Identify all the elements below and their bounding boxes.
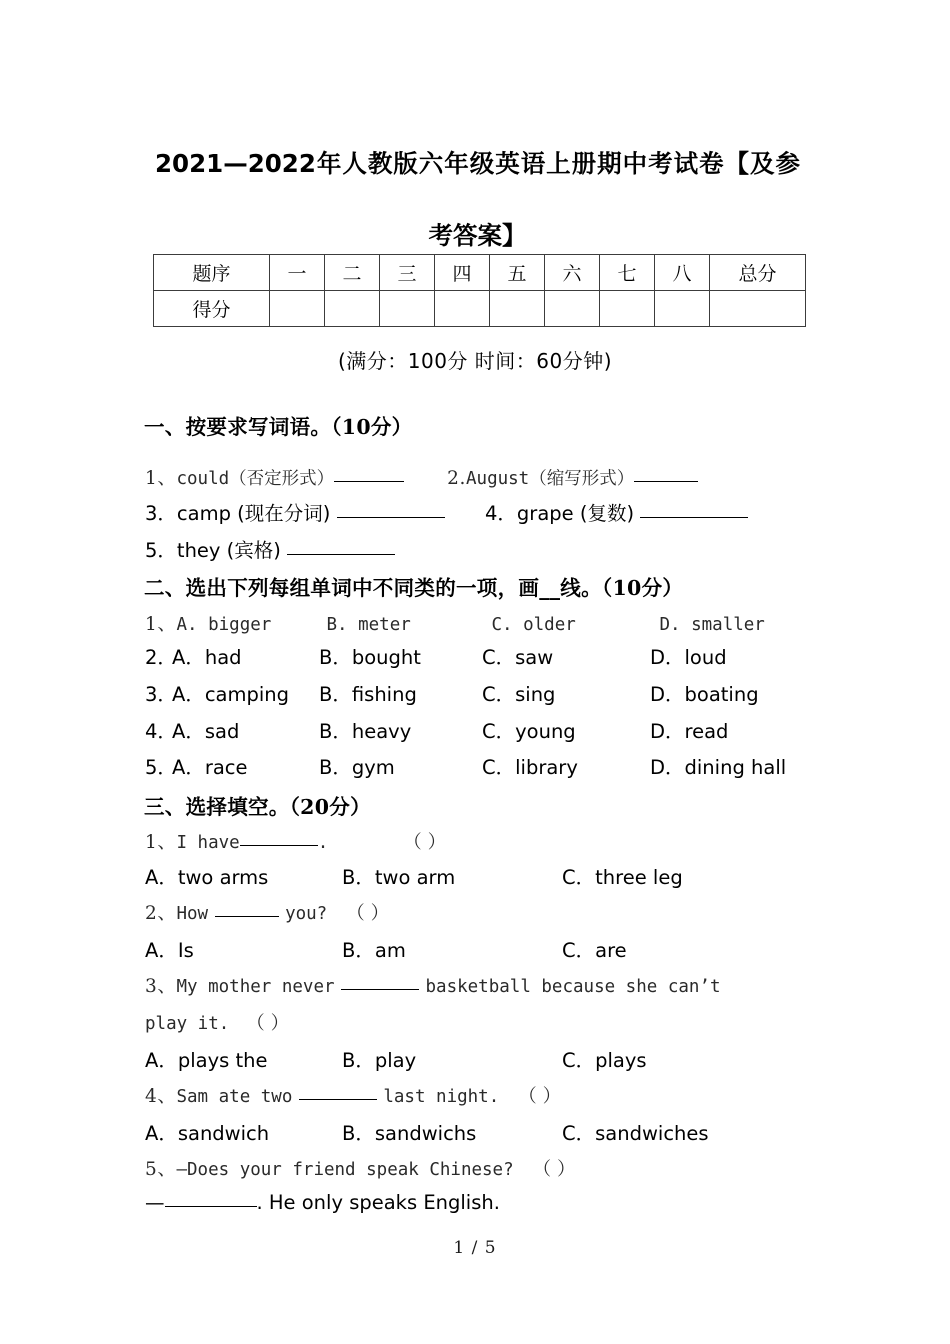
section-2-heading: 二、选出下列每组单词中不同类的一项，画__线。（10分）: [144, 576, 684, 600]
section-1-item-5: [145, 535, 395, 563]
option-a[interactable]: A. bigger: [176, 615, 272, 635]
stem-text-line2: play it.: [145, 1014, 230, 1034]
score-cell-4[interactable]: [435, 291, 490, 327]
answer-paren[interactable]: （ ）: [246, 1013, 290, 1034]
option-b[interactable]: B．play: [342, 1049, 417, 1072]
option-c[interactable]: C．sing: [482, 683, 556, 706]
table-row-header: [154, 255, 806, 291]
option-a[interactable]: A．had: [172, 646, 242, 669]
option-a[interactable]: A．camping: [172, 683, 290, 706]
page-number: 1 / 5: [453, 1238, 497, 1258]
item-number: 2.: [447, 468, 466, 489]
section-3-item-4-stem: [145, 1082, 561, 1108]
score-table-col-3: 三: [380, 255, 435, 291]
option-a[interactable]: A．two arms: [145, 866, 269, 889]
option-d[interactable]: D．loud: [650, 646, 727, 669]
item-number: 2、: [145, 903, 177, 924]
option-a[interactable]: A．race: [172, 756, 248, 779]
score-cell-total[interactable]: [710, 291, 806, 327]
stem-text: Sam ate two: [176, 1087, 293, 1107]
answer-blank[interactable]: [299, 1099, 377, 1100]
answer-paren[interactable]: （ ）: [532, 1159, 576, 1180]
answer-blank[interactable]: [337, 517, 445, 518]
option-b[interactable]: B．fishing: [319, 683, 417, 706]
marks-time-line: (满分：100分 时间：60分钟): [337, 349, 613, 373]
option-c[interactable]: C．saw: [482, 646, 554, 669]
section-1-item-1: [145, 464, 698, 490]
item-text: camp (现在分词): [176, 502, 331, 525]
score-table-col-1: 一: [270, 255, 325, 291]
option-c[interactable]: C. older: [491, 615, 576, 635]
option-c[interactable]: C．three leg: [562, 866, 683, 889]
stem-text: —Does your friend speak Chinese?: [176, 1160, 514, 1180]
item-number: 4、: [145, 1086, 177, 1107]
answer-blank[interactable]: [240, 845, 318, 846]
score-table-col-8: 八: [655, 255, 710, 291]
score-cell-6[interactable]: [545, 291, 600, 327]
item-text: could（否定形式）: [176, 469, 335, 489]
section-1-heading: 一、按要求写词语。（10分）: [144, 415, 413, 439]
answer-blank[interactable]: [341, 989, 419, 990]
section-1-item-3: [145, 498, 748, 526]
answer-blank[interactable]: [334, 481, 404, 482]
score-table-col-2: 二: [325, 255, 380, 291]
section-2-item-1: [145, 610, 765, 636]
option-c[interactable]: C．sandwiches: [562, 1122, 709, 1145]
score-cell-8[interactable]: [655, 291, 710, 327]
answer-dash: —: [145, 1191, 165, 1214]
score-table-col-5: 五: [490, 255, 545, 291]
stem-text-after: basketball because she can’t: [425, 977, 721, 997]
section-3-item-3-stem-line2: [145, 1009, 289, 1035]
score-cell-5[interactable]: [490, 291, 545, 327]
answer-paren[interactable]: （ ）: [346, 903, 390, 924]
item-number: 5．: [145, 539, 177, 562]
answer-blank[interactable]: [640, 517, 748, 518]
score-table: [153, 254, 806, 327]
score-cell-3[interactable]: [380, 291, 435, 327]
section-2-item-2: [145, 642, 727, 670]
section-3-item-5-answer: [145, 1191, 500, 1214]
score-cell-1[interactable]: [270, 291, 325, 327]
answer-blank[interactable]: [215, 916, 279, 917]
item-number: 2．: [145, 646, 177, 669]
stem-text: How: [176, 904, 209, 924]
score-cell-7[interactable]: [600, 291, 655, 327]
item-number: 1、: [145, 832, 177, 853]
item-text: they (宾格): [176, 539, 281, 562]
item-number: 5．: [145, 756, 177, 779]
item-number: 5、: [145, 1159, 177, 1180]
section-2-item-5: [145, 752, 786, 780]
section-2-item-3: [145, 679, 759, 707]
section-3-item-1-stem: [145, 828, 446, 854]
stem-text-after: last night.: [383, 1087, 500, 1107]
option-a[interactable]: A．Is: [145, 939, 194, 962]
option-b[interactable]: B．heavy: [319, 720, 412, 743]
stem-text: I have: [176, 833, 240, 853]
score-table-col-7: 七: [600, 255, 655, 291]
table-row-score: [154, 291, 806, 327]
score-row-label: 得分: [154, 291, 270, 327]
item-text: August（缩写形式）: [466, 469, 635, 489]
item-number: 4．: [145, 720, 177, 743]
option-c[interactable]: C．are: [562, 939, 627, 962]
section-3-item-1-options: [145, 862, 683, 890]
item-number: 3．: [145, 683, 177, 706]
answer-text-after: . He only speaks English.: [256, 1191, 500, 1214]
item-text: grape (复数): [516, 502, 635, 525]
section-2-item-4: [145, 716, 728, 744]
section-3-item-4-options: [145, 1118, 709, 1146]
item-number: 1、: [145, 614, 177, 635]
option-b[interactable]: B．two arm: [342, 866, 456, 889]
option-a[interactable]: A．plays the: [145, 1049, 268, 1072]
option-b[interactable]: B．am: [342, 939, 406, 962]
section-3-heading: 三、选择填空。（20分）: [144, 795, 371, 819]
option-d[interactable]: D. smaller: [659, 615, 765, 635]
answer-paren[interactable]: （ ）: [518, 1086, 562, 1107]
score-cell-2[interactable]: [325, 291, 380, 327]
option-c[interactable]: C．plays: [562, 1049, 647, 1072]
section-3-item-2-stem: [145, 899, 389, 925]
option-b[interactable]: B．gym: [319, 756, 395, 779]
answer-paren[interactable]: （ ）: [403, 832, 447, 853]
option-c[interactable]: C．young: [482, 720, 576, 743]
score-table-col-total: 总分: [710, 255, 806, 291]
item-number: 4．: [485, 502, 517, 525]
answer-blank[interactable]: [287, 554, 395, 555]
section-3-item-3-options: [145, 1045, 647, 1073]
option-a[interactable]: A．sad: [172, 720, 240, 743]
answer-blank[interactable]: [165, 1206, 257, 1207]
option-c[interactable]: C．library: [482, 756, 578, 779]
stem-text-after: you?: [285, 904, 328, 924]
stem-text: My mother never: [176, 977, 335, 997]
option-d[interactable]: D．read: [650, 720, 729, 743]
option-d[interactable]: D．boating: [650, 683, 759, 706]
item-number: 3、: [145, 976, 177, 997]
score-table-row-label: 题序: [154, 255, 270, 291]
item-number: 1、: [145, 468, 177, 489]
stem-text-after: .: [317, 833, 329, 853]
answer-blank[interactable]: [634, 481, 698, 482]
item-number: 3．: [145, 502, 177, 525]
option-b[interactable]: B．bought: [319, 646, 421, 669]
score-table-col-6: 六: [545, 255, 600, 291]
section-3-item-3-stem-line1: [145, 972, 721, 998]
option-a[interactable]: A．sandwich: [145, 1122, 270, 1145]
score-table-col-4: 四: [435, 255, 490, 291]
page-title: 2021—2022年人教版六年级英语上册期中考试卷【及参考答案】: [155, 149, 800, 250]
option-b[interactable]: B. meter: [326, 615, 411, 635]
section-3-item-5-stem: [145, 1155, 576, 1181]
section-3-item-2-options: [145, 935, 627, 963]
option-d[interactable]: D．dining hall: [650, 756, 787, 779]
option-b[interactable]: B．sandwichs: [342, 1122, 477, 1145]
